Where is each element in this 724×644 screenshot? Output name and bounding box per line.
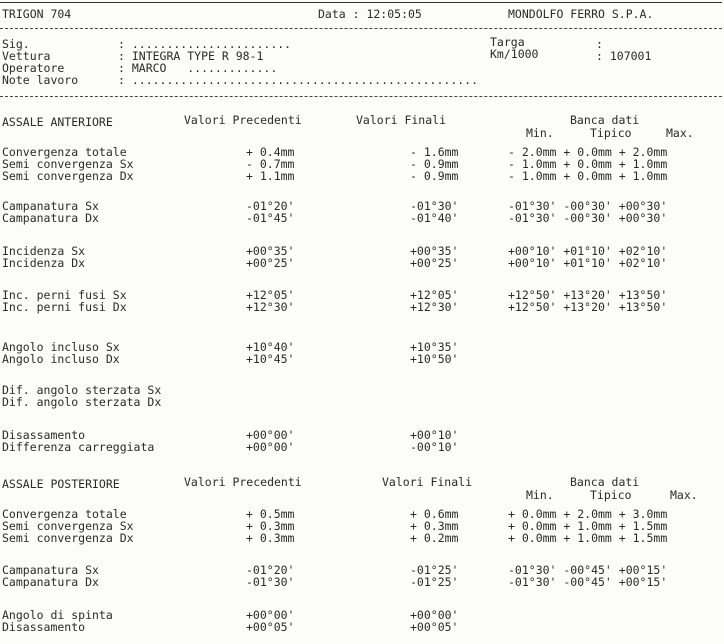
row-prev-value: +00°00' (246, 428, 295, 442)
row-prev-value: + 0.3mm (246, 519, 295, 533)
company-name: MONDOLFO FERRO S.P.A. (508, 7, 654, 21)
row-db-range: + 0.0mm + 2.0mm + 3.0mm (508, 507, 668, 521)
sig-label: Sig. (2, 37, 30, 51)
row-label: Campanatura Dx (2, 575, 99, 589)
rear-col-min: Min. (526, 488, 554, 502)
row-final-value: - 0.9mm (410, 169, 459, 183)
row-prev-value: +10°45' (246, 352, 295, 366)
row-final-value: +00°25' (410, 256, 459, 270)
row-label: Dif. angolo sterzata Sx (2, 383, 162, 397)
vettura-value: : INTEGRA TYPE R 98-1 (118, 49, 264, 63)
rear-col-final: Valori Finali (382, 475, 473, 489)
operatore-label: Operatore (2, 61, 65, 75)
row-label: Inc. perni fusi Dx (2, 300, 127, 314)
row-label: Convergenza totale (2, 507, 127, 521)
row-label: Campanatura Sx (2, 199, 99, 213)
row-label: Campanatura Sx (2, 563, 99, 577)
row-db-range: +12°50' +13°20' +13°50' (508, 300, 668, 314)
row-db-range: -01°30' -00°30' +00°30' (508, 199, 668, 213)
rear-col-max: Max. (670, 488, 698, 502)
row-final-value: - 0.9mm (410, 157, 459, 171)
row-label: Disassamento (2, 620, 86, 634)
row-prev-value: +12°05' (246, 288, 295, 302)
row-final-value: -01°25' (410, 563, 459, 577)
row-final-value: +12°05' (410, 288, 459, 302)
row-db-range: +00°10' +01°10' +02°10' (508, 256, 668, 270)
km-value: : 107001 (596, 49, 652, 63)
row-final-value: - 1.6mm (410, 145, 459, 159)
row-prev-value: + 0.4mm (246, 145, 295, 159)
row-db-range: + 0.0mm + 1.0mm + 1.5mm (508, 519, 668, 533)
row-db-range: -01°30' -00°45' +00°15' (508, 563, 668, 577)
row-label: Incidenza Dx (2, 256, 86, 270)
row-final-value: -01°25' (410, 575, 459, 589)
row-final-value: +00°10' (410, 428, 459, 442)
row-label: Angolo di spinta (2, 608, 113, 622)
vettura-label: Vettura (2, 49, 51, 63)
row-label: Disassamento (2, 428, 86, 442)
targa-label: Targa (490, 35, 525, 49)
row-label: Inc. perni fusi Sx (2, 288, 127, 302)
row-final-value: +00°05' (410, 620, 459, 634)
row-prev-value: - 0.7mm (246, 157, 295, 171)
row-db-range: -01°30' -00°45' +00°15' (508, 575, 668, 589)
row-label: Semi convergenza Dx (2, 531, 134, 545)
row-prev-value: +10°40' (246, 340, 295, 354)
row-prev-value: -01°20' (246, 199, 295, 213)
note-label: Note lavoro (2, 73, 79, 87)
row-prev-value: -01°30' (246, 575, 295, 589)
km-label: Km/1000 (490, 47, 539, 61)
row-final-value: -00°10' (410, 440, 459, 454)
row-label: Convergenza totale (2, 145, 127, 159)
rear-col-typ: Tipico (590, 488, 632, 502)
row-prev-value: +00°00' (246, 440, 295, 454)
note-value: : .................................................. (118, 73, 479, 87)
row-label: Angolo incluso Dx (2, 352, 120, 366)
row-final-value: + 0.6mm (410, 507, 459, 521)
row-prev-value: +00°00' (246, 608, 295, 622)
row-final-value: + 0.2mm (410, 531, 459, 545)
row-label: Semi convergenza Sx (2, 519, 134, 533)
rear-title: ASSALE POSTERIORE (2, 477, 120, 491)
operatore-value: : MARCO ............. (118, 61, 278, 75)
front-title: ASSALE ANTERIORE (2, 115, 113, 129)
row-prev-value: +00°35' (246, 244, 295, 258)
row-db-range: -01°30' -00°30' +00°30' (508, 211, 668, 225)
info-divider (0, 96, 722, 97)
row-final-value: +10°35' (410, 340, 459, 354)
header-divider (0, 28, 722, 29)
device-name: TRIGON 704 (2, 7, 72, 21)
row-db-range: - 1.0mm + 0.0mm + 1.0mm (508, 169, 668, 183)
targa-value: : (596, 37, 603, 51)
row-label: Angolo incluso Sx (2, 340, 120, 354)
rear-col-prev: Valori Precedenti (184, 475, 302, 489)
front-col-final: Valori Finali (356, 113, 447, 127)
row-label: Semi convergenza Dx (2, 169, 134, 183)
row-final-value: +12°30' (410, 300, 459, 314)
print-time: Data : 12:05:05 (318, 7, 422, 21)
row-label: Semi convergenza Sx (2, 157, 134, 171)
row-prev-value: +00°25' (246, 256, 295, 270)
sig-value: : ....................... (118, 37, 292, 51)
row-final-value: -01°40' (410, 211, 459, 225)
row-prev-value: + 0.5mm (246, 507, 295, 521)
row-db-range: + 0.0mm + 1.0mm + 1.5mm (508, 531, 668, 545)
row-label: Incidenza Sx (2, 244, 86, 258)
row-final-value: -01°30' (410, 199, 459, 213)
row-db-range: - 1.0mm + 0.0mm + 1.0mm (508, 157, 668, 171)
row-final-value: +10°50' (410, 352, 459, 366)
row-db-range: +00°10' +01°10' +02°10' (508, 244, 668, 258)
row-final-value: +00°35' (410, 244, 459, 258)
row-prev-value: + 0.3mm (246, 531, 295, 545)
row-db-range: - 2.0mm + 0.0mm + 2.0mm (508, 145, 668, 159)
front-col-prev: Valori Precedenti (184, 113, 302, 127)
front-col-typ: Tipico (590, 126, 632, 140)
row-label: Dif. angolo sterzata Dx (2, 395, 162, 409)
front-col-max: Max. (666, 126, 694, 140)
top-rule (0, 2, 722, 3)
rear-col-db: Banca dati (570, 475, 640, 489)
row-final-value: +00°00' (410, 608, 459, 622)
front-col-min: Min. (526, 126, 554, 140)
row-prev-value: -01°20' (246, 563, 295, 577)
row-db-range: +12°50' +13°20' +13°50' (508, 288, 668, 302)
row-prev-value: + 1.1mm (246, 169, 295, 183)
row-prev-value: +00°05' (246, 620, 295, 634)
front-col-db: Banca dati (570, 113, 640, 127)
row-label: Differenza carreggiata (2, 440, 155, 454)
row-label: Campanatura Dx (2, 211, 99, 225)
row-final-value: + 0.3mm (410, 519, 459, 533)
row-prev-value: -01°45' (246, 211, 295, 225)
row-prev-value: +12°30' (246, 300, 295, 314)
